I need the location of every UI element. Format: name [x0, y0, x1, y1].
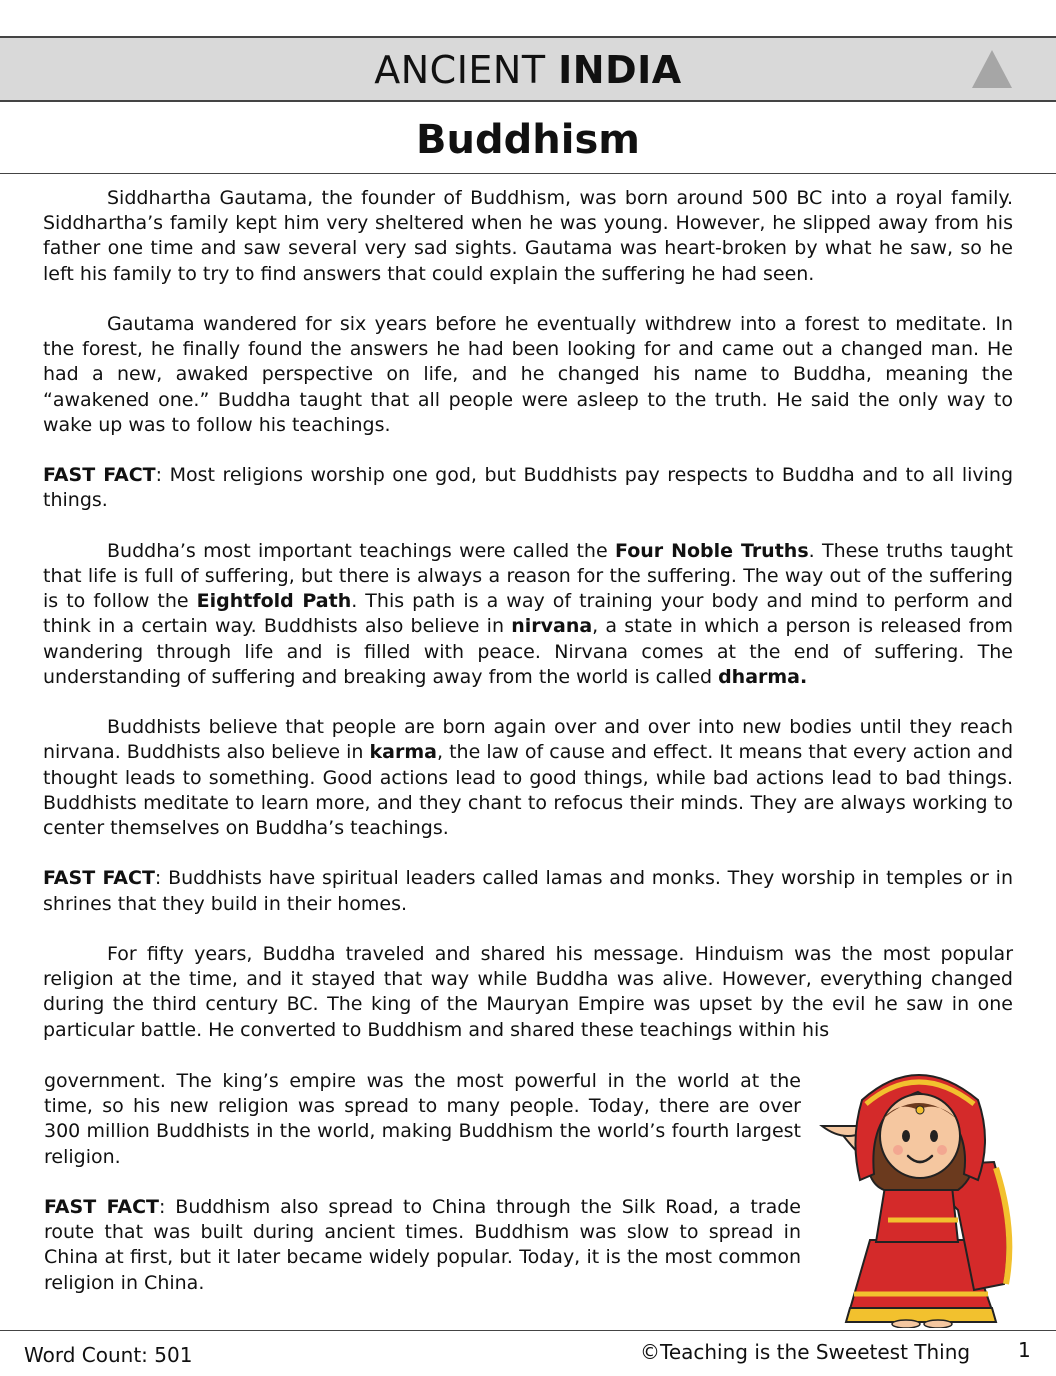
text-run: . This path is a way of training your body and mind to perform and think in a certain way. Buddhists also believe in [43, 590, 1013, 638]
page-header-title [0, 46, 1056, 94]
copyright-text: ©Teaching is the Sweetest Thing [640, 1340, 971, 1364]
indian-girl-illustration [818, 1070, 1030, 1328]
term-eightfold-path: Eightfold Path [196, 590, 352, 613]
fast-fact-1 [43, 463, 1013, 513]
topic-divider [0, 173, 1056, 174]
paragraph-2: Gautama wandered for six years before he eventually withdrew into a forest to meditate. In the forest, he finally found the answers he had been looking for and came out a changed man. He had a new, awaked perspective on life, and he changed his name to Buddha, meaning the “awakened one.” Buddha taught that all people were asleep to the truth. He said the only way to wake up was to follow his teachings. [43, 313, 1013, 436]
paragraph-5-top: For fifty years, Buddha traveled and shared his message. Hinduism was the most popular religion at the time, and it stayed that way while Buddha was alive. However, everything changed during the third century BC. The king of the Mauryan Empire was upset by the evil he saw in one particular battle. He converted to Buddhism and shared these teachings within his [43, 943, 1013, 1041]
article-body [43, 186, 1013, 1043]
fast-fact-text: : Buddhists have spiritual leaders called lamas and monks. They worship in temples or in shrines that they build in their homes. [43, 867, 1014, 915]
paragraph-1: Siddhartha Gautama, the founder of Buddhism, was born around 500 BC into a royal family. Siddhartha’s family kept him very sheltered when he was young. However, he slipped away from his father one time and saw several very sad sights. Gautama was heart-broken by what he saw, so he left his family to try to find answers that could explain the suffering he had seen. [43, 187, 1013, 285]
fast-fact-text: : Most religions worship one god, but Buddhists pay respects to Buddha and to all living things. [43, 464, 1014, 512]
term-nirvana: nirvana [511, 615, 593, 638]
text-run: Buddhists believe that people are born again over and over into new bodies until they reach nirvana. Buddhists also believe in [43, 716, 1013, 764]
text-run: , a state in which a person is released from wandering through life and is filled with peace. Nirvana comes at the end of suffering. The understanding of suffering and breaking away from the world is called [43, 615, 1013, 688]
text-run: Buddha’s most important teachings were called the [107, 539, 615, 562]
term-karma: karma [369, 741, 437, 764]
fast-fact-text: : Buddhism also spread to China through the Silk Road, a trade route that was built during ancient times. Buddhism was slow to spread in China at first, but it later became widely popular. Today, it is the most common religion in China. [44, 1196, 801, 1294]
term-dharma: dharma. [718, 665, 808, 688]
text-run: , the law of cause and effect. It means that every action and thought leads to something. Good actions lead to good things, while bad actions lead to bad things. Buddhists meditate to learn more, and they chant to refocus their minds. They are always working to center themselves on Buddha’s teachings. [43, 741, 1013, 840]
triangle-icon [970, 48, 1014, 90]
topic-title: Buddhism [416, 117, 640, 163]
term-four-noble-truths: Four Noble Truths [615, 539, 809, 562]
page-number: 1 [1018, 1338, 1031, 1362]
paragraph-4 [43, 715, 1013, 841]
paragraph-5-bottom: government. The king’s empire was the most powerful in the world at the time, so his new religion was spread to many people. Today, there are over 300 million Buddhists in the world, making Buddhism the world’s fourth largest religion. [44, 1070, 801, 1168]
word-count: Word Count: 501 [24, 1343, 193, 1367]
text-run: . These truths taught that life is full of suffering, but there is always a reason for the suffering. The way out of the suffering is to follow the [43, 539, 1014, 613]
header-title-regular: ANCIENT [374, 48, 546, 92]
fast-fact-2 [43, 866, 1013, 916]
fast-fact-label: FAST FACT [44, 1196, 160, 1218]
fast-fact-label: FAST FACT [43, 464, 156, 487]
fast-fact-label: FAST FACT [43, 867, 155, 890]
paragraph-3 [43, 539, 1013, 690]
article-body-lower [44, 1069, 801, 1321]
footer-divider [0, 1330, 1056, 1331]
header-title-bold: INDIA [558, 48, 682, 92]
fast-fact-3 [44, 1195, 801, 1296]
